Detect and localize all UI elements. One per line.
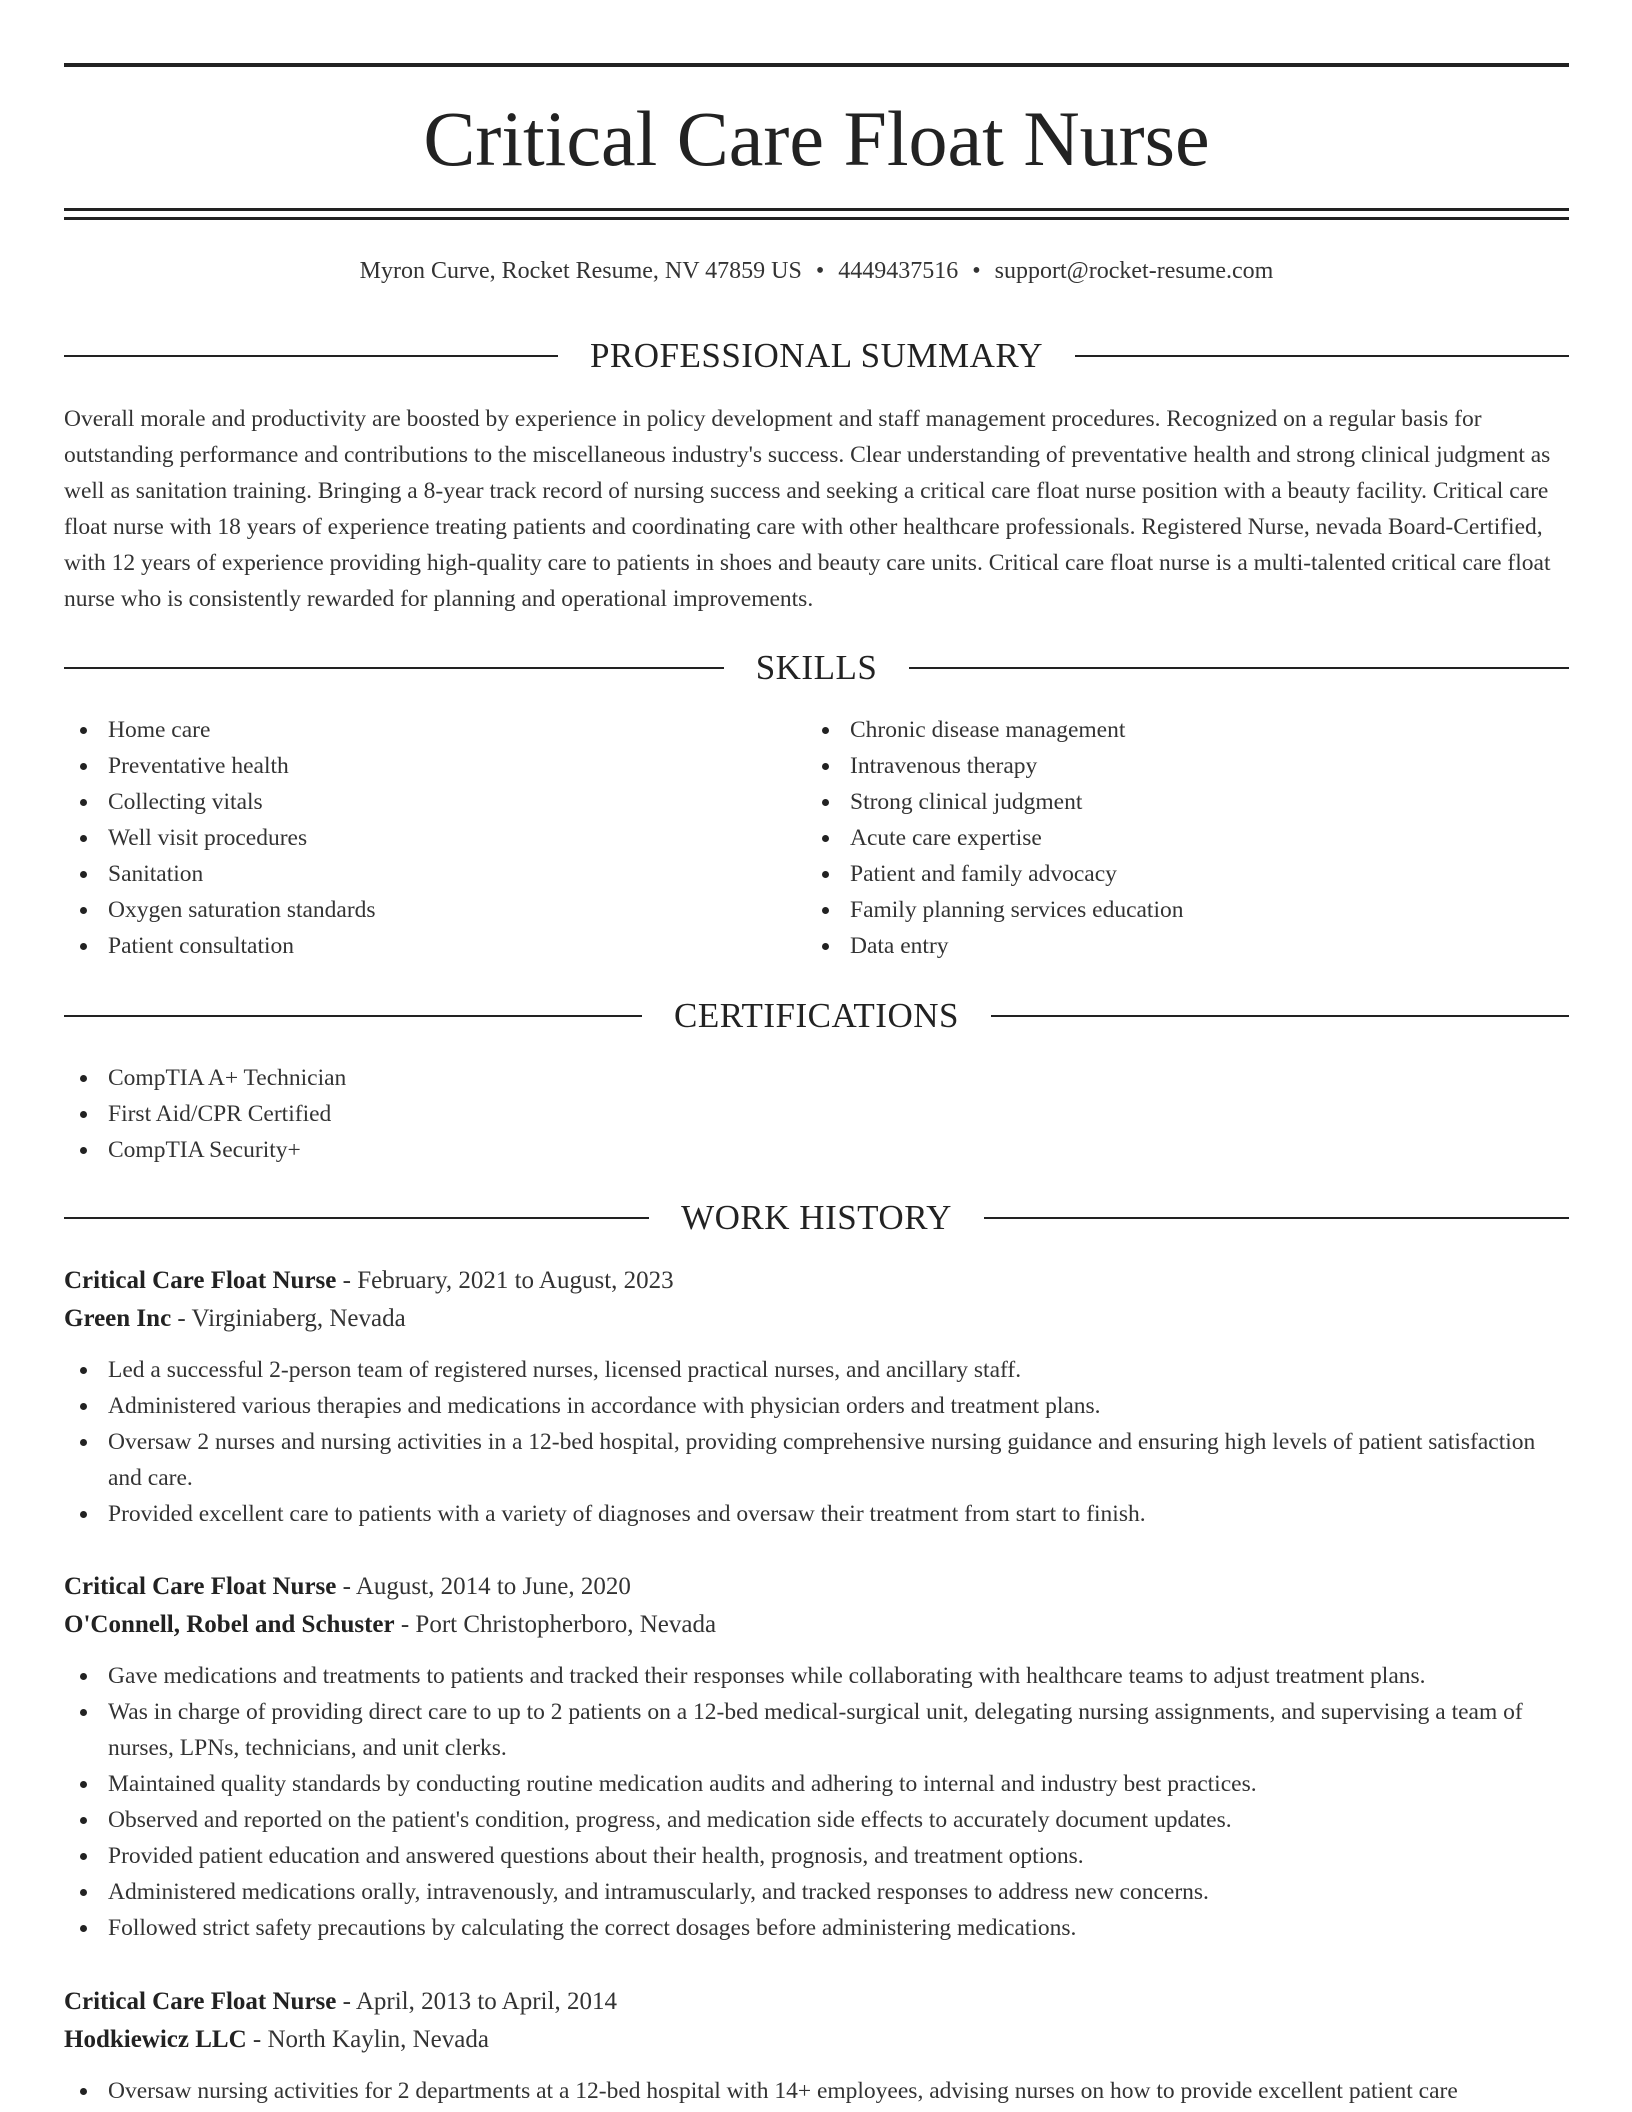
certification-item: First Aid/CPR Certified (64, 1096, 1569, 1132)
heading-rule (64, 667, 724, 669)
heading-rule (909, 667, 1569, 669)
job-dates: - August, 2014 to June, 2020 (336, 1573, 631, 1600)
skills-heading-label: SKILLS (755, 648, 878, 687)
skill-item: Data entry (806, 928, 1506, 964)
job-entry (64, 1983, 1569, 2109)
job-company: O'Connell, Robel and Schuster (64, 1611, 395, 1638)
contact-phone: 4449437516 (838, 258, 959, 284)
job-bullet: Provided excellent care to patients with a variety of diagnoses and oversaw their treatment from start to finish. (64, 1496, 1569, 1532)
job-bullet: Administered various therapies and medications in accordance with physician orders and treatment plans. (64, 1388, 1569, 1424)
heading-rule (991, 1015, 1569, 1017)
job-entry (64, 1262, 1569, 1532)
certifications-heading (64, 996, 1569, 1036)
heading-rule (64, 1217, 649, 1219)
job-bullet: Gave medications and treatments to patients and tracked their responses while collaborating with healthcare teams to adjust treatment plans. (64, 1658, 1569, 1694)
certification-item: CompTIA Security+ (64, 1132, 1569, 1168)
skill-item: Patient consultation (64, 928, 764, 964)
job-title: Critical Care Float Nurse (64, 1573, 337, 1600)
certifications-list (64, 1060, 1569, 1168)
certifications-heading-label: CERTIFICATIONS (674, 996, 959, 1035)
job-title: Critical Care Float Nurse (64, 1988, 337, 2015)
heading-rule (64, 355, 558, 357)
summary-heading-label: PROFESSIONAL SUMMARY (589, 336, 1044, 375)
job-company: Green Inc (64, 1305, 172, 1332)
skill-item: Preventative health (64, 748, 764, 784)
job-bullet: Observed and reported on the patient's condition, progress, and medication side effects to accurately document updates. (64, 1802, 1569, 1838)
contact-separator: • (972, 258, 981, 284)
skill-item: Sanitation (64, 856, 764, 892)
top-rule (64, 63, 1569, 67)
summary-text: Overall morale and productivity are boosted by experience in policy development and staff management procedures. Recognized on a regular basis for outstanding performance and contributions to the miscellaneous industry's success. Clear understanding of preventative health and strong clinical judgment as well as sanitation training. Bringing a 8-year track record of nursing success and seeking a critical care float nurse position with a beauty facility. Critical care float nurse with 18 years of experience treating patients and coordinating care with other healthcare professionals. Registered Nurse, nevada Board-Certified, with 12 years of experience providing high-quality care to patients in shoes and beauty care units. Critical care float nurse is a multi-talented critical care float nurse who is consistently rewarded for planning and operational improvements. (64, 406, 1551, 612)
skill-item: Strong clinical judgment (806, 784, 1506, 820)
contact-email: support@rocket-resume.com (994, 258, 1274, 284)
skills-list-right (806, 712, 1506, 964)
certifications-block (64, 1060, 1569, 1168)
skill-item: Family planning services education (806, 892, 1506, 928)
contact-address: Myron Curve, Rocket Resume, NV 47859 US (359, 258, 802, 284)
heading-rule (1075, 355, 1569, 357)
job-title: Critical Care Float Nurse (64, 1267, 337, 1294)
skill-item: Intravenous therapy (806, 748, 1506, 784)
job-company: Hodkiewicz LLC (64, 2026, 247, 2053)
contact-separator: • (815, 258, 825, 284)
job-location: - Virginiaberg, Nevada (171, 1305, 406, 1332)
job-location: - North Kaylin, Nevada (246, 2026, 489, 2053)
job-entry (64, 1568, 1569, 1946)
work-history-heading (64, 1198, 1569, 1238)
job-bullet: Maintained quality standards by conducting routine medication audits and adhering to internal and industry best practices. (64, 1766, 1569, 1802)
heading-rule (64, 1015, 642, 1017)
job-company-line (64, 1606, 1569, 1644)
job-title-line (64, 1983, 1569, 2021)
job-title-line (64, 1568, 1569, 1606)
skill-item: Acute care expertise (806, 820, 1506, 856)
skill-item: Well visit procedures (64, 820, 764, 856)
job-bullet: Oversaw 2 nurses and nursing activities in a 12-bed hospital, providing comprehensive nursing guidance and ensuring high levels of patient satisfaction and care. (64, 1424, 1569, 1496)
heading-rule (984, 1217, 1569, 1219)
skill-item: Patient and family advocacy (806, 856, 1506, 892)
job-location: - Port Christopherboro, Nevada (394, 1611, 717, 1638)
skills-list-left (64, 712, 764, 964)
title-double-rule (64, 208, 1569, 220)
skill-item: Home care (64, 712, 764, 748)
job-bullets (64, 1658, 1569, 1946)
skills-heading (64, 648, 1569, 688)
summary-heading (64, 336, 1569, 376)
certification-item: CompTIA A+ Technician (64, 1060, 1569, 1096)
work-history-heading-label: WORK HISTORY (681, 1198, 952, 1237)
job-bullet: Was in charge of providing direct care to up to 2 patients on a 12-bed medical-surgical unit, delegating nursing assignments, and supervising a team of nurses, LPNs, technicians, and unit clerks. (64, 1694, 1569, 1766)
skills-column-left (64, 712, 764, 964)
skill-item: Chronic disease management (806, 712, 1506, 748)
job-bullet: Administered medications orally, intravenously, and intramuscularly, and tracked responses to address new concerns. (64, 1874, 1569, 1910)
job-bullet: Followed strict safety precautions by calculating the correct dosages before administering medications. (64, 1910, 1569, 1946)
job-bullets (64, 2073, 1569, 2109)
skills-column-right (806, 712, 1506, 964)
skill-item: Oxygen saturation standards (64, 892, 764, 928)
resume-title: Critical Care Float Nurse (423, 95, 1210, 182)
job-title-line (64, 1262, 1569, 1300)
job-bullet: Led a successful 2-person team of registered nurses, licensed practical nurses, and ancillary staff. (64, 1352, 1569, 1388)
job-company-line (64, 1300, 1569, 1338)
skill-item: Collecting vitals (64, 784, 764, 820)
job-bullet: Provided patient education and answered questions about their health, prognosis, and treatment options. (64, 1838, 1569, 1874)
job-dates: - February, 2021 to August, 2023 (336, 1267, 674, 1294)
job-bullets (64, 1352, 1569, 1532)
job-bullet: Oversaw nursing activities for 2 departments at a 12-bed hospital with 14+ employees, advising nurses on how to provide excellent patient care (64, 2073, 1569, 2109)
job-dates: - April, 2013 to April, 2014 (336, 1988, 617, 2015)
contact-line (64, 255, 1569, 287)
job-company-line (64, 2021, 1569, 2059)
